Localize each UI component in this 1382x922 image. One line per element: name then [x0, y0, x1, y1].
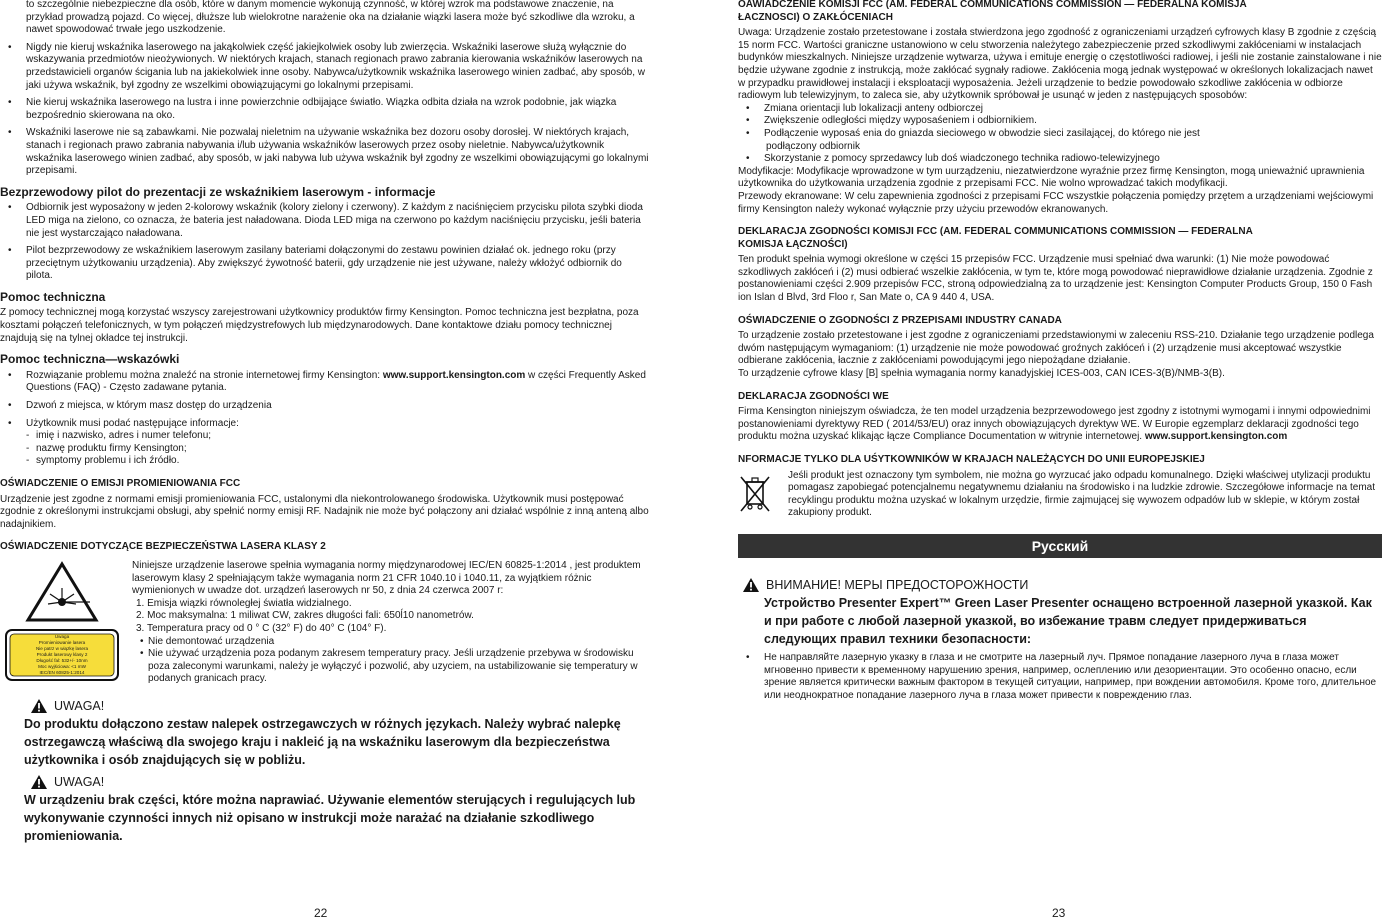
warning-text: W urządzeniu brak części, które można naprawiać. Używanie elementów sterujących i regulujących lub wykonywanie czynności innych niż opisano w instrukcji może narażać na działanie szkodliwego promieniowania. [24, 792, 636, 843]
language-bar: Русский [738, 534, 1382, 558]
fcc-bullet: • Skorzystanie z pomocy sprzedawcy lub doś wiadczonego technika radiowo-telewizyjnego [738, 153, 1382, 166]
warning-icon [742, 577, 760, 593]
decl-text: Ten produkt spełnia wymogi określone w części 15 przepisów FCC. Urządzenie musi spełniać dwa warunki: (1) Nie może powodować szkodliwych zakłóceń i (2) musi odbierać wszelkie zakłócenia, w tym te, które mogą powodować nieprawidłowe działanie urządzenia. Zgodnie z postanowieniami części 2.909 przepisów FCC, stroną odpowiedzialną za to urządzenie jest: Kensington Computer Products Group, 150 0 Fash ion Islan d Blvd, 3rd Floo r, San Mate o, CA 9 440 4, USA. [738, 254, 1373, 304]
warning-icon [30, 774, 48, 790]
we-link[interactable]: www.support.kensington.com [1144, 431, 1288, 443]
crossed-bin-icon [738, 474, 772, 514]
label-line: Promieniowanie lasera [38, 639, 86, 645]
tips-bullet: • Użytkownik musi podać następujące informacje: [0, 418, 650, 431]
info-heading: Bezprzewodowy pilot do prezentacji ze wskaźnikiem laserowym - informacje [0, 184, 436, 199]
canada-text-2: To urządzenie cyfrowe klasy [B] spełnia wymagania normy kanadyjskiej ICES-003, CAN ICES-3(B)/NMB-3(B). [738, 368, 1225, 380]
right-page [738, 0, 1382, 702]
ru-warning-text: Устройство Presenter Expert™ Green Laser Presenter оснащено встроенной лазерной указкой. Как и при работе с любой лазерной указкой, во избежание травм следует придерживаться следующих правил техники безопасности: [764, 595, 1372, 646]
laser-bullet: • Nie demontować urządzenia [132, 636, 650, 649]
label-line: Produkt laserowy klasy 2 [36, 651, 88, 657]
label-line: Moc wyjściowa: <1 mW [38, 663, 86, 669]
canada-heading: OŚWIADCZENIE O ZGODNOŚCI Z PRZEPISAMI INDUSTRY CANADA [738, 314, 1062, 326]
page-number-left: 22 [314, 906, 328, 920]
laser-numbered-item: 3. Temperatura pracy od 0 ° C (32° F) do 40° C (104° F). [136, 622, 387, 634]
laser-bullet: • Nie używać urządzenia poza podanym zakresem temperatury pracy. Jeśli urządzenie przebywa w środowisku poza zaleconymi warunkami, należy je wyłączyć i pozwolić, aby uzyciem, na ustabilizowanie się temperatury w podanych granicach pracy. [132, 648, 650, 686]
top-text: to szczególnie niebezpieczne dla osób, które w danym momencie wykonują czynność, w której wzrok ma podstawowe znaczenie, na przykład prowadzą pojazd. Co więcej, dłuższe lub wielokrotne narażenie oka na działanie wiązki lasera może być szkodliwe dla wzroku, a nawet spowodować trwałe jego uszkodzenie. [26, 0, 635, 36]
eu-section [738, 470, 1382, 520]
laser-intro: Niniejsze urządzenie laserowe spełnia wymagania normy międzynarodowej IEC/EN 60825-1:2014 , jest produktem laserowym klasy 2 spełniającym także wymagania norm 21 CFR 1040.10 i 1040.11, za wyjątkiem różnic wymienionych w uwadze dot. urządzeń laserowych nr 50, z dnia 24 czerwca 2007 r: [132, 559, 641, 597]
info-bullet: • Odbiornik jest wyposażony w jeden 2-kolorowy wskaźnik (kolory zielony i czerwony). Z każdym z naciśnięciem przycisku pilota szybki dioda LED miga na zielono, co oznacza, że bateria jest naładowana. Dioda LED miga na czerwono po każdym naciśnięciu przycisku, jeśli bateria nie jest wystarczająco naładowana. [0, 202, 650, 240]
laser-section [0, 560, 650, 687]
ru-warning-block [738, 576, 1382, 648]
label-line: IEC/EN 60825-1:2014 [39, 669, 85, 675]
label-line: Uwaga [54, 633, 70, 639]
ru-bullet: • Не направляйте лазерную указку в глаза и не смотрите на лазерный луч. Прямое попадание лазерного луча в глаза может мгновенно привести к временному нарушению зрения, например, ослеплению или дезориентации. Это особенно опасно, если зрение является критически важным фактором в текущей ситуации, например, при вождении автомобиля. Кроме того, длительное или неоднократное попадание лазерного луча в глаза может привести к повреждению глаз. [738, 652, 1382, 702]
laser-label-text [10, 634, 114, 676]
laser-text-block [132, 560, 650, 687]
ru-warning-title: ВНИМАНИЕ! МЕРЫ ПРЕДОСТОРОЖНОСТИ [766, 577, 1029, 592]
fcc-heading-cont: ŁACZNOSCI) O ZAKŁÓCENIACH [738, 11, 893, 23]
tips-sub-item: - imię i nazwisko, adres i numer telefonu; [0, 430, 650, 443]
tips-bullet: • Dzwoń z miejsca, w którym masz dostęp do urządzenia [0, 400, 650, 413]
support-text: Z pomocy technicznej mogą korzystać wszyscy zarejestrowani użytkownicy produktów firmy Kensington. Pomoc techniczna jest bezpłatna, poza kosztami połączeń telefonicznych, w tym połączeń międzystrefowych lub międzynarodowych. Dane kontaktowe działu pomocy technicznej znajdują się na tylnej okładce tej instrukcji. [0, 307, 639, 344]
tips-bullet [0, 370, 650, 395]
we-heading: DEKLARACJA ZGODNOŚCI WE [738, 390, 889, 402]
tips-text: Rozwiązanie problemu można znaleźć na stronie internetowej firmy Kensington: [26, 369, 383, 381]
emission-text: Urządzenie jest zgodne z normami emisji promieniowania FCC, ustalonymi dla niekontrolowanego środowiska. Użytkownik musi postępować zgodnie z określonymi instrukcjami obsługi, aby spełnić normy emisji RF. Nadajnik nie może być połączony ani działać wspólnie z inną anteną albo nadajnikiem. [0, 493, 649, 530]
laser-heading: OŚWIADCZENIE DOTYCZĄCE BEZPIECZEŃSTWA LASERA KLASY 2 [0, 541, 326, 553]
canada-text: To urządzenie zostało przetestowane i jest zgodne z ograniczeniami przedstawionymi w zaleceniu RSS-210. Działanie tego urządzenie podlega dwóm następującym wymaganiom: (1) urządzenie nie może powodować groźnych zakłóceń i (2) urządzenie musi akceptować wszystkie odbierane zakłócenia, łacznie z zakłóceniami powodującymi jego niepożądane działanie. [738, 330, 1374, 367]
left-page [0, 0, 650, 845]
safety-bullet: • Wskaźniki laserowe nie są zabawkami. Nie pozwalaj nieletnim na używanie wskaźnika bez dozoru osoby dorosłej. W niektórych krajach, stanach i regionach prawo zabrania nabywania i/lub używania wskaźników laserowych przez osoby nieletnie. Nabywca/użytkownik wskaźnika laserowego winien zadbać, aby sposób, w jaki nabywa lub używa wskaźnik był zgodny ze wszelkimi obowiązującymi go lokalnymi przepisami. [0, 127, 650, 177]
laser-label-art [0, 560, 132, 687]
warning-title: UWAGA! [54, 774, 105, 789]
laser-numbered-item: 2. Moc maksymalna: 1 miliwat CW, zakres długości fali: 650ĺ10 nanometrów. [136, 610, 474, 622]
fcc-bullet-cont: podłączony odbiornik [766, 140, 860, 152]
laser-numbered-item: 1. Emisja wiązki równoległej światła widzialnego. [136, 597, 352, 609]
safety-bullet: • Nie kieruj wskaźnika laserowego na lustra i inne powierzchnie odbijające światło. Wiązka odbita działa na wzrok podobnie, jak wiązka bezpośrednio skierowana na oko. [0, 97, 650, 122]
fcc-text: Uwaga: Urządzenie zostało przetestowane i została stwierdzona jego zgodność z ograniczeniami urządzeń cyfrowych klasy B zgodnie z częścią 15 norm FCC. Wartości graniczne ustanowiono w celu stworzenia należytego zabezpieczenie przed szkodliwymi zakłóceniami w instalacjach budynków mieszkalnych. Niniejsze urządzenie wytwarza, używa i emituje energię o częstotliwości radiowej, i jeśli nie zostanie zainstalowane i nie będzie używane zgodnie z instrukcją, może zakłócać sygnały radiowe. Zakłócenia mogą jednak występować w określonych lokalizacjach nawet w przypadku prawidłowej instalacji i eksploatacji wyposażenia. Jeżeli urządzenie to bedzie powodowało szkodliwe zakłócenia w odbiorze radiowym lub telewizyjnym, to zaleca sie, aby użytkownik spróbował je usunąć w jeden z następujących sposobów: [738, 27, 1382, 102]
fcc-heading: OAWIADCZENIE KOMISJI FCC (AM. FEDERAL COMMUNICATIONS COMMISSION — FEDERALNA KOMISJA [738, 0, 1247, 10]
warning-block-1 [0, 697, 650, 769]
tips-sub-item: - symptomy problemu i ich źródło. [0, 455, 650, 468]
fcc-bullet: • Podłączenie wyposaś enia do gniazda sieciowego w obwodzie sieci zasilającej, do którego nie jest [738, 128, 1382, 141]
warning-text: Do produktu dołączono zestaw nalepek ostrzegawczych w różnych językach. Należy wybrać nalepkę ostrzegawczą właściwą dla swojego kraju i nakleić ją na wskaźniku laserowym dla bezpieczeństwa użytkownika i osób znajdujących się w pobliżu. [24, 716, 621, 767]
tips-sub-item: - nazwę produktu firmy Kensington; [0, 443, 650, 456]
support-link[interactable]: www.support.kensington.com [382, 369, 526, 381]
eu-heading: NFORMACJE TYLKO DLA UŚYTKOWNIKÓW W KRAJACH NALEŻĄCYCH DO UNII EUROPEJSKIEJ [738, 454, 1205, 465]
warning-block-2 [0, 773, 650, 845]
page-number-right: 23 [1052, 906, 1066, 920]
emission-heading: OŚWIADCZENIE O EMISJI PROMIENIOWANIA FCC [0, 478, 241, 489]
tips-text: w części Frequently Asked Questions (FAQ) - Często zadawane pytania. [26, 369, 646, 394]
warning-title: UWAGA! [54, 698, 105, 713]
safety-bullet: • Nigdy nie kieruj wskaźnika laserowego na jakąkolwiek część jakiejkolwiek osoby lub zwierzęcia. Wskaźniki laserowe służą wyłącznie do wskazywania przedmiotów nieożywionych. W niektórych krajach, stanach regionach prawo zabrania kierowania wskaźników laserowych na przedstawicieli organów ścigania lub na jakiekolwiek inne osoby. Nabywca/użytkownik wskaźnika laserowego winien zadbać, aby sposób, w jaki używa wskaźnik, był zgodny ze wszelkimi obowiązującymi go lokalnymi przepisami. [0, 42, 650, 92]
decl-heading: DEKLARACJA ZGODNOŚCI KOMISJI FCC (AM. FEDERAL COMMUNICATIONS COMMISSION — FEDERALNA [738, 226, 1253, 238]
support-heading: Pomoc techniczna [0, 289, 106, 304]
decl-heading-cont: KOMISJA ŁĄCZNOŚCI) [738, 238, 848, 250]
label-line: Nie patrz w wiązkę lasera [35, 645, 89, 651]
we-body: Firma Kensington niniejszym oświadcza, że ten model urządzenia bezprzewodowego jest zgodny z istotnymi wymogami i innymi odpowiednimi postanowieniami dyrektywy RED ( 2014/53/EU) oraz innych obowiązujących dyrektyw WE. W Europie egzemplarz deklaracji zgodności tego produktu można uzyskać klikając łącze Compliance Documentation w witrynie internetowej. [738, 406, 1371, 443]
tips-heading: Pomoc techniczna—wskazówki [0, 352, 180, 367]
fcc-cables: Przewody ekranowane: W celu zapewnienia zgodności z przepisami FCC wszystkie połączenia pomiędzy przętem a urządzeniami wejściowymi firmy Kensington należy wykonać wyłącznie przy użyciu przewodów ekranowanych. [738, 190, 1374, 215]
fcc-bullet: • Zmiana orientacji lub lokalizacji anteny odbiorczej [738, 103, 1382, 116]
weee-bin-icon [738, 470, 788, 520]
info-bullet: • Pilot bezprzewodowy ze wskaźnikiem laserowym zasilany bateriami dołączonymi do zestawu powinien działać ok. jednego roku (przy przeciętnym użytkowaniu urządzenia). Aby zwiększyć żywotność baterii, gdy urządzenie nie jest używane, należy wkłożyć odbiornik do pilota. [0, 245, 650, 283]
label-line: Długość fal: 532+/- 10nm [36, 657, 88, 663]
we-text [738, 406, 1382, 444]
eu-text: Jeśli produkt jest oznaczony tym symbolem, nie można go wyrzucać jako odpadu komunalnego. Dzięki właściwej utylizacji produktu pomagasz zapobiegać potencjalnemu negatywnemu działaniu na środowisko i na ludzkie zdrowie. Szczegółowe informacje na temat recyklingu produktu można uzyskać w lokalnym urzędzie, firmie zajmującej się wywozem odpadów lub w sklepie, w którym został zakupiony produkt. [788, 469, 1375, 519]
fcc-modifications: Modyfikacje: Modyfikacje wprowadzone w tym uurządzeniu, niezatwierdzone wyraźnie przez firmę Kensington, mogą unieważnić uprawnienia użytkownika do użytkowania urządzenia zgodnie z przepisami FCC. Nie wolno wprowadzać takich modyfikacji. [738, 165, 1365, 190]
warning-icon [30, 698, 48, 714]
fcc-bullet: • Zwiększenie odległości między wyposaśeniem i odbiornikiem. [738, 115, 1382, 128]
